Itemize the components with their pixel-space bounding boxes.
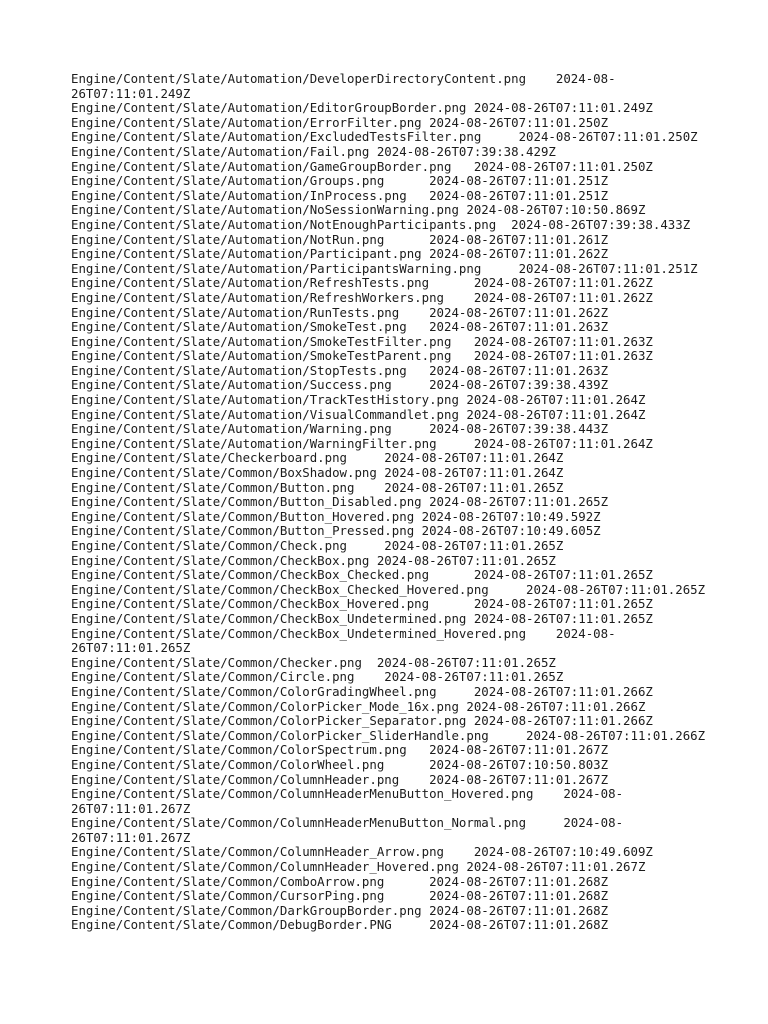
file-entry: Engine/Content/Slate/Automation/NoSessionWarning.png 2024-08-26T07:10:50.869Z: [71, 202, 646, 218]
file-entry: Engine/Content/Slate/Automation/Warning.png 2024-08-26T07:39:38.443Z: [71, 421, 609, 437]
file-entry: Engine/Content/Slate/Common/CursorPing.png 2024-08-26T07:11:01.268Z: [71, 888, 609, 904]
file-entry: Engine/Content/Slate/Automation/DeveloperDirectoryContent.png 2024-08-26T07:11:01.249Z: [71, 71, 616, 101]
file-entry: Engine/Content/Slate/Automation/VisualCommandlet.png 2024-08-26T07:11:01.264Z: [71, 406, 646, 422]
file-entry: Engine/Content/Slate/Automation/ErrorFilter.png 2024-08-26T07:11:01.250Z: [71, 114, 609, 130]
file-entry: Engine/Content/Slate/Common/ComboArrow.png 2024-08-26T07:11:01.268Z: [71, 873, 609, 889]
file-entry: Engine/Content/Slate/Automation/ParticipantsWarning.png 2024-08-26T07:11:01.251Z: [71, 260, 698, 276]
file-entry: Engine/Content/Slate/Checkerboard.png 2024-08-26T07:11:01.264Z: [71, 450, 564, 466]
file-listing: [71, 72, 731, 933]
file-entry: Engine/Content/Slate/Common/ColumnHeader_Arrow.png 2024-08-26T07:10:49.609Z: [71, 844, 653, 860]
file-entry: Engine/Content/Slate/Common/ColorWheel.png 2024-08-26T07:10:50.803Z: [71, 756, 609, 772]
file-entry: Engine/Content/Slate/Common/Button_Disabled.png 2024-08-26T07:11:01.265Z: [71, 494, 609, 510]
file-entry: Engine/Content/Slate/Common/CheckBox_Checked_Hovered.png 2024-08-26T07:11:01.265Z: [71, 581, 706, 597]
file-entry: Engine/Content/Slate/Automation/SmokeTest.png 2024-08-26T07:11:01.263Z: [71, 319, 609, 335]
file-entry: Engine/Content/Slate/Common/Button_Pressed.png 2024-08-26T07:10:49.605Z: [71, 523, 601, 539]
file-entry: Engine/Content/Slate/Automation/RefreshWorkers.png 2024-08-26T07:11:01.262Z: [71, 289, 653, 305]
file-entry: Engine/Content/Slate/Common/CheckBox_Hovered.png 2024-08-26T07:11:01.265Z: [71, 596, 653, 612]
file-entry: Engine/Content/Slate/Automation/StopTests.png 2024-08-26T07:11:01.263Z: [71, 362, 609, 378]
file-entry: Engine/Content/Slate/Automation/Groups.png 2024-08-26T07:11:01.251Z: [71, 173, 609, 189]
file-entry: Engine/Content/Slate/Common/Circle.png 2024-08-26T07:11:01.265Z: [71, 669, 564, 685]
file-entry: Engine/Content/Slate/Automation/NotRun.png 2024-08-26T07:11:01.261Z: [71, 231, 609, 247]
file-entry: Engine/Content/Slate/Automation/RunTests.png 2024-08-26T07:11:01.262Z: [71, 304, 609, 320]
file-entry: Engine/Content/Slate/Common/Check.png 2024-08-26T07:11:01.265Z: [71, 538, 564, 553]
file-entry: Engine/Content/Slate/Automation/SmokeTestFilter.png 2024-08-26T07:11:01.263Z: [71, 333, 653, 349]
file-entry: Engine/Content/Slate/Common/CheckBox_Checked.png 2024-08-26T07:11:01.265Z: [71, 567, 653, 583]
file-entry: Engine/Content/Slate/Common/ColumnHeaderMenuButton_Normal.png 2024-08-26T07:11:01.267Z: [71, 815, 624, 845]
file-entry: Engine/Content/Slate/Automation/TrackTestHistory.png 2024-08-26T07:11:01.264Z: [71, 392, 646, 408]
file-entry: Engine/Content/Slate/Common/Button_Hovered.png 2024-08-26T07:10:49.592Z: [71, 508, 601, 524]
file-entry: Engine/Content/Slate/Automation/WarningFilter.png 2024-08-26T07:11:01.264Z: [71, 435, 653, 451]
file-entry: Engine/Content/Slate/Automation/EditorGroupBorder.png 2024-08-26T07:11:01.249Z: [71, 100, 653, 116]
file-entry: Engine/Content/Slate/Automation/Success.png 2024-08-26T07:39:38.439Z: [71, 377, 609, 393]
file-entry: Engine/Content/Slate/Common/ColorGradingWheel.png 2024-08-26T07:11:01.266Z: [71, 683, 653, 699]
file-entry: Engine/Content/Slate/Common/ColorPicker_Separator.png 2024-08-26T07:11:01.266Z: [71, 713, 653, 729]
file-entry: Engine/Content/Slate/Automation/GameGroupBorder.png 2024-08-26T07:11:01.250Z: [71, 158, 653, 174]
file-entry: Engine/Content/Slate/Automation/NotEnoughParticipants.png 2024-08-26T07:39:38.433Z: [71, 216, 691, 232]
file-entry: Engine/Content/Slate/Common/ColumnHeaderMenuButton_Hovered.png 2024-08-26T07:11:01.267Z: [71, 786, 624, 816]
file-entry: Engine/Content/Slate/Common/DebugBorder.PNG 2024-08-26T07:11:01.268Z: [71, 917, 609, 933]
file-entry: Engine/Content/Slate/Common/CheckBox_Undetermined_Hovered.png 2024-08-26T07:11:01.265Z: [71, 625, 616, 656]
file-entry: Engine/Content/Slate/Common/CheckBox.png 2024-08-26T07:11:01.265Z: [71, 552, 556, 568]
file-entry: Engine/Content/Slate/Common/BoxShadow.png 2024-08-26T07:11:01.264Z: [71, 465, 564, 481]
file-entry: Engine/Content/Slate/Automation/Fail.png 2024-08-26T07:39:38.429Z: [71, 143, 556, 159]
file-entry: Engine/Content/Slate/Automation/Participant.png 2024-08-26T07:11:01.262Z: [71, 246, 609, 262]
file-entry: Engine/Content/Slate/Automation/InProcess.png 2024-08-26T07:11:01.251Z: [71, 187, 609, 203]
file-entry: Engine/Content/Slate/Common/ColumnHeader.png 2024-08-26T07:11:01.267Z: [71, 771, 609, 787]
file-entry: Engine/Content/Slate/Common/ColorSpectrum.png 2024-08-26T07:11:01.267Z: [71, 742, 609, 758]
file-entry: Engine/Content/Slate/Automation/ExcludedTestsFilter.png 2024-08-26T07:11:01.250Z: [71, 129, 698, 145]
file-entry: Engine/Content/Slate/Common/ColorPicker_Mode_16x.png 2024-08-26T07:11:01.266Z: [71, 698, 646, 714]
file-entry: Engine/Content/Slate/Common/Checker.png 2024-08-26T07:11:01.265Z: [71, 654, 556, 670]
file-entry: Engine/Content/Slate/Common/DarkGroupBorder.png 2024-08-26T07:11:01.268Z: [71, 902, 609, 918]
file-entry: Engine/Content/Slate/Common/ColorPicker_SliderHandle.png 2024-08-26T07:11:01.266Z: [71, 727, 706, 743]
file-entry: Engine/Content/Slate/Common/ColumnHeader_Hovered.png 2024-08-26T07:11:01.267Z: [71, 859, 646, 875]
file-entry: Engine/Content/Slate/Automation/RefreshTests.png 2024-08-26T07:11:01.262Z: [71, 275, 653, 291]
file-entry: Engine/Content/Slate/Automation/SmokeTestParent.png 2024-08-26T07:11:01.263Z: [71, 348, 653, 364]
file-entry: Engine/Content/Slate/Common/CheckBox_Undetermined.png 2024-08-26T07:11:01.265Z: [71, 610, 653, 626]
file-entry: Engine/Content/Slate/Common/Button.png 2024-08-26T07:11:01.265Z: [71, 479, 564, 495]
